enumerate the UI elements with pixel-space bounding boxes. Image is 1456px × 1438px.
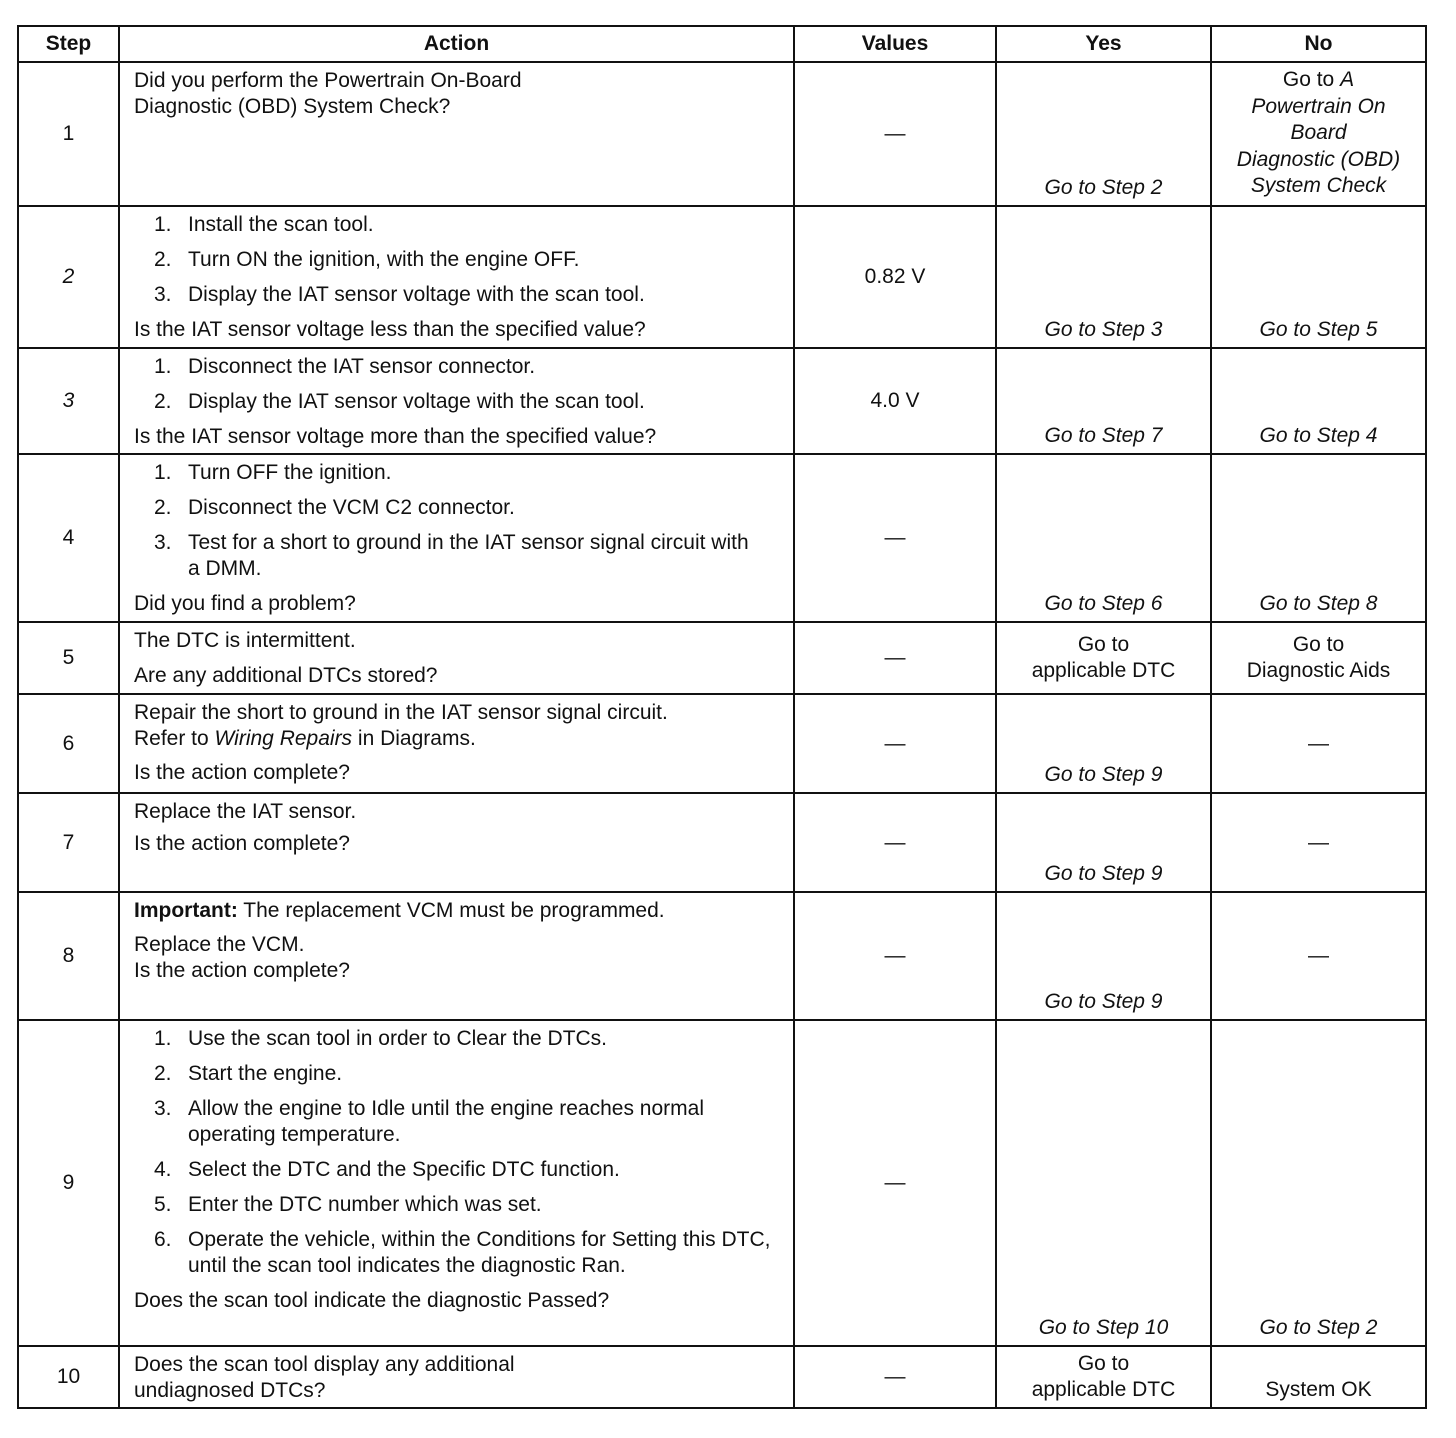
important-label: Important: (134, 899, 238, 922)
table-row (18, 206, 1426, 348)
no-link-part: Powertrain On (1251, 94, 1386, 118)
yes-link[interactable]: Go to Step 9 (1044, 862, 1163, 885)
action-question: Does the scan tool indicate the diagnostic Passed? (134, 1289, 610, 1312)
yes-link[interactable]: applicable DTC (1031, 659, 1176, 682)
no-link[interactable]: Go to Step 8 (1259, 592, 1378, 615)
header-yes: Yes (996, 26, 1211, 62)
action-question: Is the action complete? (134, 959, 350, 982)
yes-cell (996, 622, 1211, 694)
action-cell (119, 1346, 794, 1408)
values-cell: 0.82 V (794, 206, 996, 348)
table-row (18, 694, 1426, 793)
action-steps (134, 460, 779, 582)
yes-link[interactable]: Go to Step 9 (1044, 990, 1163, 1013)
values-cell: — (794, 1346, 996, 1408)
list-item: 3. Test for a short to ground in the IAT sensor signal circuit with a DMM. (154, 531, 749, 580)
table-row (18, 793, 1426, 892)
action-question: Is the IAT sensor voltage less than the specified value? (134, 318, 646, 341)
yes-link[interactable]: Go to Step 2 (1044, 176, 1163, 199)
action-cell (119, 206, 794, 348)
action-text: Replace the VCM. (134, 933, 305, 956)
step-number: 5 (18, 622, 119, 694)
header-no: No (1211, 26, 1426, 62)
action-steps (134, 212, 779, 308)
list-item: 2. Disconnect the VCM C2 connector. (154, 496, 515, 519)
action-question: Is the action complete? (134, 761, 350, 784)
values-cell: 4.0 V (794, 348, 996, 454)
step-number: 6 (18, 694, 119, 793)
yes-link[interactable]: Go to Step 7 (1044, 424, 1163, 447)
list-item: 2. Start the engine. (154, 1062, 343, 1085)
action-question: Is the action complete? (134, 832, 350, 855)
action-cell (119, 694, 794, 793)
list-item: 1. Use the scan tool in order to Clear the DTCs. (154, 1027, 608, 1050)
list-item: 1. Disconnect the IAT sensor connector. (154, 355, 536, 378)
action-text: The DTC is intermittent. (134, 629, 356, 652)
action-question: Did you find a problem? (134, 592, 356, 615)
refer-prefix: Refer to (134, 727, 209, 750)
action-steps (134, 1026, 779, 1279)
action-cell (119, 622, 794, 694)
system-ok-text: System OK (1265, 1378, 1372, 1401)
list-item: 1. Turn OFF the ignition. (154, 461, 392, 484)
list-item: 2. Turn ON the ignition, with the engine OFF. (154, 248, 580, 271)
no-cell: — (1211, 694, 1426, 793)
no-link-part: A (1340, 68, 1355, 91)
action-text: Replace the IAT sensor. (134, 800, 357, 823)
yes-cell (996, 793, 1211, 892)
no-link[interactable]: Diagnostic Aids (1246, 659, 1391, 682)
no-cell (1211, 454, 1426, 622)
table-row (18, 62, 1426, 206)
action-cell (119, 62, 794, 206)
list-item: 5. Enter the DTC number which was set. (154, 1193, 542, 1216)
yes-text: Go to (1077, 1352, 1130, 1375)
action-refer (134, 726, 779, 752)
yes-cell (996, 206, 1211, 348)
header-step: Step (18, 26, 119, 62)
step-number: 7 (18, 793, 119, 892)
list-item: 1. Install the scan tool. (154, 213, 374, 236)
action-question: Is the IAT sensor voltage more than the specified value? (134, 425, 657, 448)
yes-cell (996, 1346, 1211, 1408)
values-cell: — (794, 892, 996, 1020)
step-number: 4 (18, 454, 119, 622)
action-cell (119, 348, 794, 454)
no-link-part: Diagnostic (OBD) (1236, 147, 1401, 171)
header-row (18, 26, 1426, 62)
diagnostic-table (17, 25, 1427, 1409)
step-number: 9 (18, 1020, 119, 1346)
list-item: 6. Operate the vehicle, within the Conditions for Setting this DTC, until the scan tool indicates the diagnostic Ran. (154, 1228, 771, 1277)
table-row (18, 1020, 1426, 1346)
table-row (18, 454, 1426, 622)
values-cell: — (794, 694, 996, 793)
list-item: 2. Display the IAT sensor voltage with the scan tool. (154, 390, 645, 413)
no-text: Go to (1292, 633, 1345, 656)
action-text: undiagnosed DTCs? (134, 1379, 326, 1402)
list-item: 3. Display the IAT sensor voltage with the scan tool. (154, 283, 645, 306)
yes-link[interactable]: Go to Step 3 (1044, 318, 1163, 341)
no-cell (1211, 348, 1426, 454)
important-text: The replacement VCM must be programmed. (243, 899, 665, 922)
no-link[interactable]: Go to Step 4 (1259, 424, 1378, 447)
yes-link[interactable]: Go to Step 9 (1044, 763, 1163, 786)
step-number: 2 (18, 206, 119, 348)
no-cell (1211, 622, 1426, 694)
action-cell (119, 793, 794, 892)
action-cell (119, 454, 794, 622)
values-cell: — (794, 622, 996, 694)
step-number: 1 (18, 62, 119, 206)
no-cell (1211, 62, 1426, 206)
no-cell (1211, 1020, 1426, 1346)
table-row (18, 622, 1426, 694)
yes-link[interactable]: Go to Step 10 (1038, 1316, 1169, 1339)
action-text: Diagnostic (OBD) System Check? (134, 95, 451, 118)
no-cell (1211, 206, 1426, 348)
important-note (134, 898, 779, 924)
yes-cell (996, 348, 1211, 454)
wiring-repairs-link[interactable]: Wiring Repairs (214, 727, 353, 750)
action-steps (134, 354, 779, 415)
yes-cell (996, 62, 1211, 206)
yes-text: Go to (1077, 633, 1130, 656)
header-values: Values (794, 26, 996, 62)
yes-link[interactable]: Go to Step 6 (1044, 592, 1163, 615)
values-cell: — (794, 793, 996, 892)
action-text: Did you perform the Powertrain On-Board (134, 69, 522, 92)
values-cell: — (794, 1020, 996, 1346)
no-prefix: Go to (1282, 68, 1335, 91)
yes-cell (996, 694, 1211, 793)
no-link[interactable]: Go to Step 2 (1259, 1316, 1378, 1339)
action-cell (119, 892, 794, 1020)
list-item: 4. Select the DTC and the Specific DTC function. (154, 1158, 620, 1181)
no-link-part: System Check (1250, 174, 1387, 197)
refer-suffix: in Diagrams. (357, 727, 476, 750)
no-link[interactable]: Go to Step 5 (1259, 318, 1378, 341)
step-number: 8 (18, 892, 119, 1020)
no-cell: — (1211, 892, 1426, 1020)
action-question: Are any additional DTCs stored? (134, 664, 438, 687)
table-row (18, 1346, 1426, 1408)
list-item: 3. Allow the engine to Idle until the engine reaches normal operating temperature. (154, 1097, 704, 1146)
yes-cell (996, 892, 1211, 1020)
yes-cell (996, 454, 1211, 622)
header-action: Action (119, 26, 794, 62)
yes-link[interactable]: applicable DTC (1031, 1378, 1176, 1401)
action-text: Does the scan tool display any additional (134, 1353, 515, 1376)
no-cell: — (1211, 793, 1426, 892)
action-text: Repair the short to ground in the IAT sensor signal circuit. (134, 701, 668, 724)
values-cell: — (794, 454, 996, 622)
action-cell (119, 1020, 794, 1346)
no-cell (1211, 1346, 1426, 1408)
no-link-part: Board (1290, 121, 1347, 144)
values-cell: — (794, 62, 996, 206)
yes-cell (996, 1020, 1211, 1346)
table-row (18, 348, 1426, 454)
table-row (18, 892, 1426, 1020)
step-number: 3 (18, 348, 119, 454)
step-number: 10 (18, 1346, 119, 1408)
